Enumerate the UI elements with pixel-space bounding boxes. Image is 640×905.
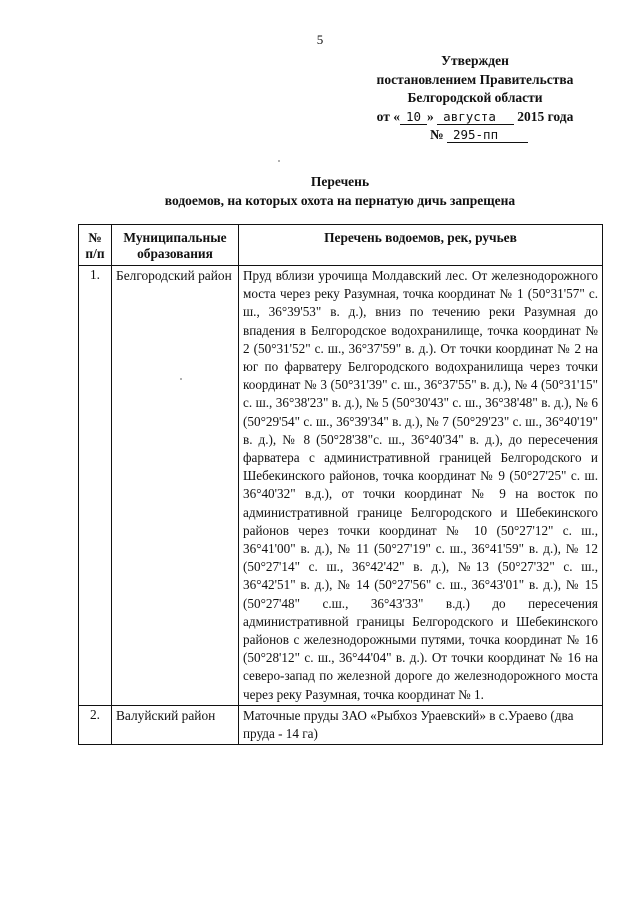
header-num: № п/п bbox=[79, 225, 112, 266]
date-year: 2015 года bbox=[517, 108, 574, 124]
approval-line-region: Белгородской области bbox=[407, 90, 543, 105]
document-title bbox=[100, 172, 580, 210]
table-row bbox=[79, 266, 603, 706]
table-row bbox=[79, 705, 603, 744]
row-num: 2. bbox=[79, 705, 112, 744]
page-number: 5 bbox=[316, 32, 324, 47]
table-header-row bbox=[79, 225, 603, 266]
number-prefix: № bbox=[430, 127, 444, 142]
approval-line-approved: Утвержден bbox=[441, 53, 509, 68]
title-line-list: Перечень bbox=[310, 174, 370, 189]
header-list: Перечень водоемов, рек, ручьев bbox=[239, 225, 603, 266]
date-mid: » bbox=[427, 108, 434, 124]
approval-line-resolution: постановлением Правительства bbox=[376, 71, 574, 87]
header-municipality: Муниципальные образования bbox=[112, 225, 239, 266]
row-num: 1. bbox=[79, 266, 112, 706]
approval-block bbox=[350, 52, 600, 145]
title-line-subject: водоемов, на которых охота на пернатую дичь запрещена bbox=[164, 193, 516, 208]
water-bodies-table bbox=[78, 224, 603, 745]
approval-number-line bbox=[350, 126, 600, 145]
row-description: Пруд вблизи урочища Молдавский лес. От железнодорожного моста через реку Разумная, точка координат № 1 (50°31'57" с. ш., 36°39'53" в. д.), вниз по течению реки Разумная до впадения в Белгородское водохранилище, точка координат № 2 (50°31'52" с. ш., 36°37'59" в. д.). От точки координат № 2 на юг по фарватеру Белгородского водохранилища через точки координат № 3 (50°31'39" с. ш., 36°37'55" в. д.), № 4 (50°31'15" с. ш., 36°38'23" в. д.), № 5 (50°30'43" с. ш., 36°38'48" в. д.), № 6 (50°29'54" с. ш., 36°39'34" в. д.), № 7 (50°29'23" с. ш., 36°40'19" в. д.), № 8 (50°28'38"с. ш., 36°40'34" в. д.), до пересечения фарватера с административной границей Белгородского и Шебекинского районов, точка координат № 9 (50°27'25" с. ш. 36°40'32" в.д.), от точки координат № 9 на восток по административной границе Белгородского и Шебекинского районов через точки координат № 10 (50°27'12" с. ш., 36°41'00" в. д.), № 11 (50°27'19" с. ш., 36°41'59" в. д.), № 12 (50°27'14" с. ш., 36°42'42" в. д.), №13 (50°27'32" с. ш., 36°42'51" в. д.), № 14 (50°27'56" с. ш., 36°43'01" в. д.), № 15 (50°27'48" с.ш., 36°43'33" в.д.) до пересечения административной границы Белгородского и Шебекинского районов с железнодорожными путями, точка координат № 16 (50°28'12" с. ш., 36°44'04" в. д.). От точки координат № 16 на северо-запад по железной дороге до железнодорожного моста через реку Разумная, точка координат № 1. bbox=[239, 266, 603, 706]
date-month: августа bbox=[437, 109, 514, 125]
scan-speck bbox=[180, 378, 182, 380]
row-municipality: Белгородский район bbox=[112, 266, 239, 706]
row-municipality: Валуйский район bbox=[112, 705, 239, 744]
date-prefix: от « bbox=[376, 108, 400, 124]
scan-speck bbox=[278, 160, 280, 162]
date-day: 10 bbox=[400, 109, 427, 125]
row-description: Маточные пруды ЗАО «Рыбхоз Ураевский» в с.Ураево (два пруда - 14 га) bbox=[239, 705, 603, 744]
approval-date-line bbox=[350, 108, 600, 127]
resolution-number: 295-пп bbox=[447, 127, 528, 143]
